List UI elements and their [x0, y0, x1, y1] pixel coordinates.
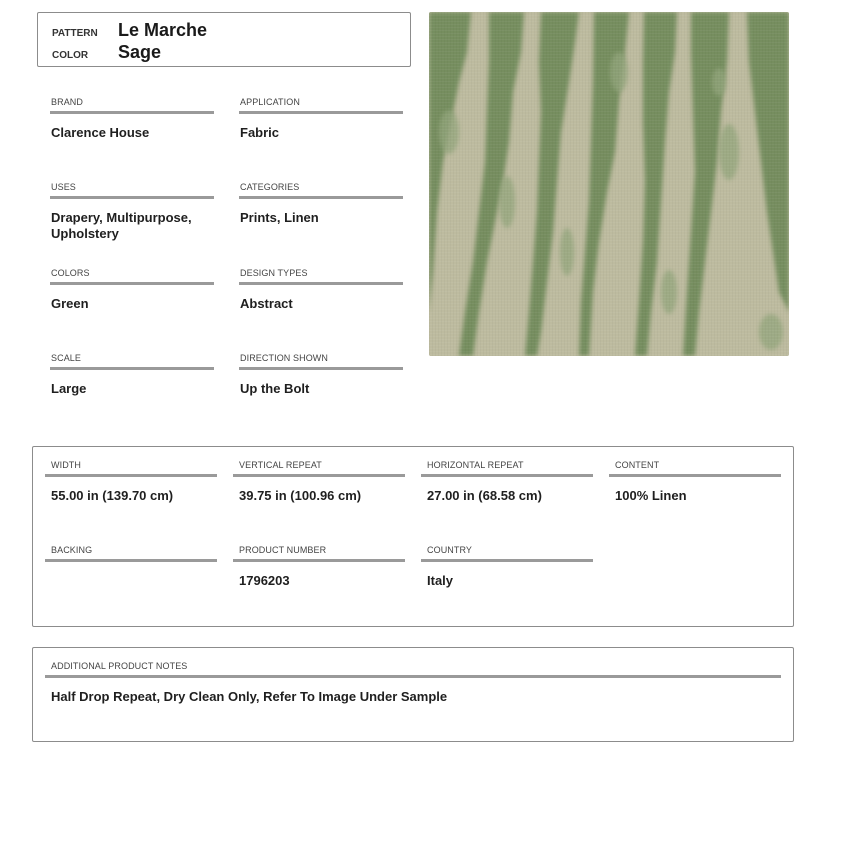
spec-value: Drapery, Multipurpose, Upholstery [51, 210, 192, 241]
detail-label: CONTENT [615, 460, 660, 470]
notes-section [45, 661, 781, 705]
spec-value: Fabric [240, 125, 280, 140]
notes-value: Half Drop Repeat, Dry Clean Only, Refer To Image Under Sample [51, 689, 448, 704]
divider [421, 474, 593, 477]
spec-value: Up the Bolt [240, 381, 310, 396]
divider [50, 367, 214, 370]
spec-categories [239, 182, 403, 226]
detail-backing [45, 545, 217, 573]
color-row [52, 42, 161, 63]
divider [239, 367, 403, 370]
spec-scale [50, 353, 214, 397]
spec-brand [50, 97, 214, 141]
spec-value: Clarence House [51, 125, 150, 140]
divider [609, 474, 781, 477]
detail-value: 100% Linen [615, 488, 687, 503]
pattern-header-box [37, 12, 411, 67]
divider [233, 559, 405, 562]
spec-uses [50, 182, 214, 242]
divider [50, 111, 214, 114]
detail-country [421, 545, 593, 589]
detail-label: BACKING [51, 545, 93, 555]
detail-value: 39.75 in (100.96 cm) [239, 488, 362, 503]
detail-value: 27.00 in (68.58 cm) [427, 488, 542, 503]
divider [239, 111, 403, 114]
spec-label: APPLICATION [240, 97, 300, 107]
detail-label: WIDTH [51, 460, 81, 470]
spec-label: SCALE [51, 353, 82, 363]
detail-product-number [233, 545, 405, 589]
divider [50, 282, 214, 285]
spec-label: USES [51, 182, 76, 192]
spec-value: Abstract [240, 296, 293, 311]
divider [233, 474, 405, 477]
product-notes-box [32, 647, 794, 742]
spec-value: Large [51, 381, 87, 396]
divider [421, 559, 593, 562]
fabric-swatch-image [429, 12, 789, 356]
swatch-pattern [429, 12, 789, 356]
pattern-name: Le Marche [118, 20, 208, 40]
detail-vertical-repeat [233, 460, 405, 504]
spec-label: CATEGORIES [240, 182, 300, 192]
detail-label: PRODUCT NUMBER [239, 545, 327, 555]
color-label: COLOR [52, 50, 89, 61]
spec-application [239, 97, 403, 141]
spec-value: Green [51, 296, 89, 311]
detail-label: COUNTRY [427, 545, 473, 555]
spec-label: DIRECTION SHOWN [240, 353, 328, 363]
color-name: Sage [118, 42, 162, 62]
spec-label: BRAND [51, 97, 84, 107]
detail-label: HORIZONTAL REPEAT [427, 460, 524, 470]
divider [50, 196, 214, 199]
detail-width [45, 460, 217, 504]
spec-design-types [239, 268, 403, 312]
spec-direction-shown [239, 353, 403, 397]
notes-label: ADDITIONAL PRODUCT NOTES [51, 661, 188, 671]
divider [239, 282, 403, 285]
spec-label: COLORS [51, 268, 90, 278]
divider [45, 559, 217, 562]
divider [239, 196, 403, 199]
product-details-box [32, 446, 794, 627]
detail-value: 1796203 [239, 573, 290, 588]
divider [45, 675, 781, 678]
pattern-row [52, 20, 207, 41]
detail-content [609, 460, 781, 504]
pattern-label: PATTERN [52, 28, 98, 39]
divider [45, 474, 217, 477]
spec-value: Prints, Linen [240, 210, 319, 225]
spec-colors [50, 268, 214, 312]
spec-label: DESIGN TYPES [240, 268, 308, 278]
detail-label: VERTICAL REPEAT [239, 460, 322, 470]
detail-horizontal-repeat [421, 460, 593, 504]
detail-value: Italy [427, 573, 454, 588]
detail-value: 55.00 in (139.70 cm) [51, 488, 174, 503]
